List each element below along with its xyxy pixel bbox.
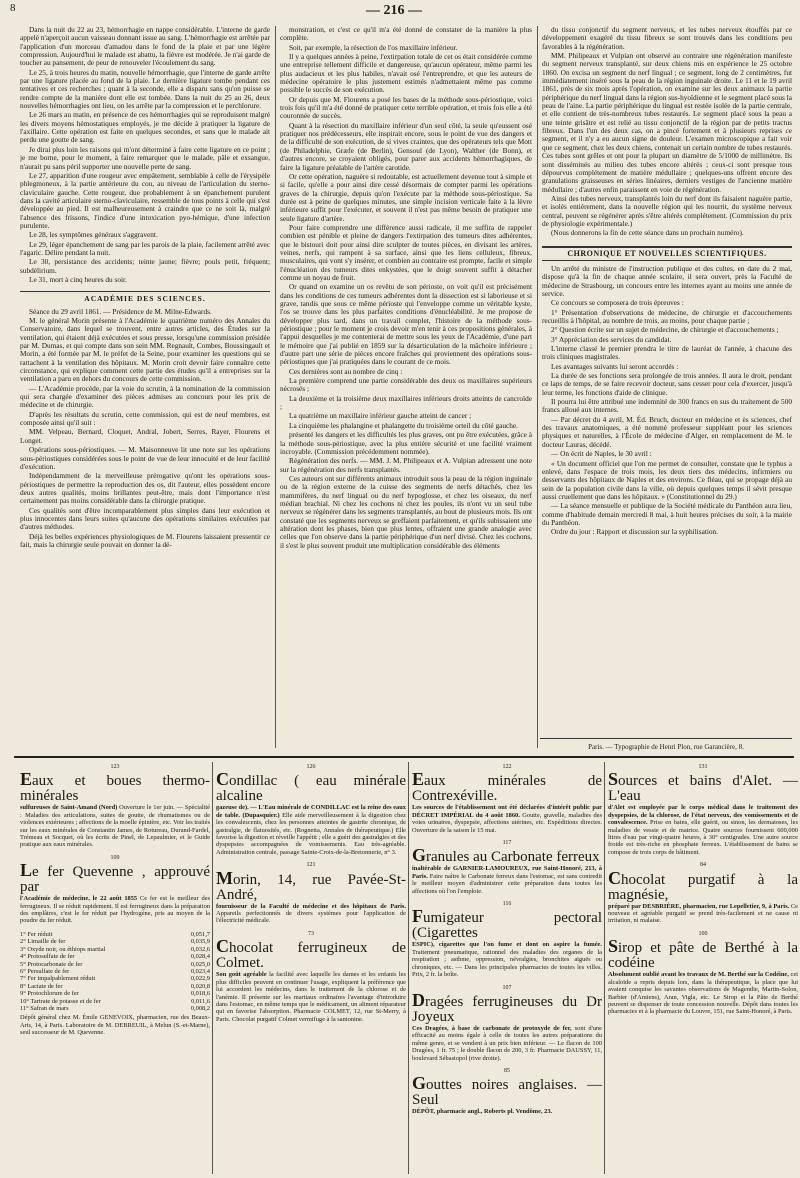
- ad-title-text: ources et bains d'Alet. — L'eau: [608, 773, 798, 805]
- advertisement: [412, 901, 602, 978]
- ad-column-4: [608, 764, 798, 1022]
- advertisement: [20, 855, 210, 925]
- advertisement: [412, 840, 602, 895]
- ad-title-text: aux minérales de Contrexéville.: [412, 773, 602, 805]
- advertisement: [20, 764, 210, 849]
- ad-number: 85: [504, 1067, 510, 1074]
- ad-initial: S: [608, 769, 619, 790]
- ad-text: Dépôt général chez M. Émile GENEVOIX, pharmacien, rue des Beaux-Arts, 14, à Paris. Laboratoire de M. DEBREUIL, à Melun (S.-et-Marne), seul successeur de M. Quevenne.: [20, 1014, 210, 1037]
- ad-title: [20, 769, 210, 805]
- table-row: [20, 931, 210, 938]
- ad-body: [608, 804, 798, 856]
- ad-title: [216, 769, 406, 805]
- paragraph: Indépendamment de la merveilleuse prérogative qu'ont les opérations sous-périostiques de permettre la reproduction des os, dit l'auteur, elles possèdent encore deux autres qualités, moins brillantes peut-être, mais dont l'importance n'est certainement pas moins considérable dans la chirurgie pratique.: [20, 471, 270, 506]
- table-row: [20, 938, 210, 945]
- ad-initial: F: [412, 906, 423, 927]
- ad-initial: G: [412, 845, 427, 866]
- ad-title: [216, 936, 406, 972]
- ad-title-text: orin, 14, rue Pavée-St-André,: [216, 871, 406, 903]
- ad-number: 107: [502, 984, 512, 991]
- printer-footer: Paris. — Typographie de Henri Plon, rue Garancière, 8.: [540, 738, 792, 751]
- advertisement: [216, 862, 406, 925]
- paragraph: Le 25, à trois heures du matin, nouvelle hémorrhagie, que l'interne de garde arrête par une ligature placée au fond de la plaie. Le dernière ligature tombe pendant ces tentatives et ces recherches ; quant à la seconde, elle a disparu sans qu'on puisse se rendre compte de la manière dont elle est tombée. Dans la nuit du 25 au 26, deux nouvelles hémorrhagies ont lieu, on les arrête par la compression et le perchlorure.: [20, 67, 270, 111]
- paragraph: — On écrit de Naples, le 30 avril :: [551, 449, 652, 459]
- ad-subtitle: fournisseur de la Faculté de médecine et des hôpitaux de Paris.: [216, 902, 406, 910]
- paragraph: Le 31, mort à cinq heures du soir.: [29, 274, 127, 284]
- ad-title-text: hocolat ferrugineux de Colmet.: [216, 940, 406, 972]
- ad-subtitle: Absolument oublié avant les travaux de M. Berthé sur la Codéine,: [608, 971, 791, 979]
- ad-number: 84: [700, 862, 706, 869]
- table-row: [20, 1005, 210, 1012]
- table-cell: 0,051,7: [190, 930, 210, 938]
- paragraph: La quatrième un maxillaire inférieur gauche atteint de cancer ;: [289, 411, 472, 421]
- table-row: [20, 953, 210, 960]
- paragraph: 1° Présentation d'observations de médecine, de chirurgie et d'accouchements recueillis à l'hôpital, au nombre de trois, au moins, pour chaque partie ;: [542, 307, 792, 325]
- ad-text: Ce nouveau et agréable purgatif se prend très-facilement et ne cause ni irritation, ni malaise.: [608, 902, 798, 925]
- paragraph: MM. Velpeau, Bernard, Cloquet, Andral, Jobert, Serres, Rayer, Flourens et Longet.: [20, 427, 270, 445]
- paragraph: Or depuis que M. Flourens a posé les bases de la méthode sous-périostique, voici trois fois qu'il m'a été donné de pratiquer cette terrible opération, et trois fois elle a été couronnée de succès.: [280, 94, 532, 121]
- paragraph: Déjà les belles expériences physiologiques de M. Flourens laissaient pressentir ce fait, mais la chirurgie seule pouvait en donner la dé-: [20, 531, 270, 549]
- paragraph: Séance du 29 avril 1861. — Présidence de M. Milne-Edwards.: [29, 306, 212, 316]
- advertisement: [608, 862, 798, 925]
- ad-title-text: aux et boues thermo-minérales: [20, 773, 210, 805]
- ad-text: Ouverture le 1er juin. — Spécialité : Maladies des articulations, suites de goutte, de rhumatismes ou de violences extérieures ; affections de la moelle épinière, etc. Voir les traités sur les eaux minérales de Constantin James, de Rotureau, Durand-Fardel, Trémeau et Socquet, où les écrits de Pinel, de Lepaulmier, et le Guide pratique aux eaux minérales.: [20, 804, 210, 849]
- ad-title-text: outtes noires anglaises. — Seul: [412, 1077, 602, 1109]
- paragraph: — Par décret du 4 avril, M. Éd. Bruch, docteur en médecine et ès sciences, chef des travaux anatomiques, a été nommé professeur suppléant pour les sciences physiques et naturelles, à l'École de médecine d'Alger, en remplacement de M. le docteur Lauras, décédé.: [542, 414, 792, 449]
- table-cell: 4° Protosulfate de fer: [20, 953, 75, 961]
- ad-title: [608, 936, 798, 972]
- advertisement: [216, 764, 406, 856]
- ad-subtitle: sulfureuses de Saint-Amand (Nord): [20, 804, 120, 812]
- ad-text: Faire naître le Carbonate ferreux dans l'estomac, est sans contredit le meilleur moyen d'administrer cette préparation dans toutes les affections où l'on l'emploie.: [412, 872, 602, 895]
- paragraph: Le 28, les symptômes généraux s'aggravent.: [29, 230, 158, 240]
- ad-body: [20, 895, 210, 925]
- ad-title-text: umigateur pectoral (Cigarettes: [412, 910, 602, 942]
- ad-initial: E: [20, 769, 33, 790]
- ad-initial: E: [412, 769, 425, 790]
- advertisement: [216, 931, 406, 1023]
- ad-title: [412, 906, 602, 942]
- ad-column-1: [20, 764, 210, 1037]
- table-cell: 2° Limaille de fer: [20, 938, 66, 946]
- article-column-3: [542, 26, 792, 756]
- ad-title-text: ranules au Carbonate ferreux: [426, 849, 600, 866]
- ad-title: [412, 845, 602, 866]
- paragraph: Ces dernières sont au nombre de cinq :: [289, 366, 403, 376]
- table-row: [20, 990, 210, 997]
- paragraph: Dans la nuit du 22 au 23, hémorrhagie en nappe considérable. L'interne de garde appelé n'aperçoit aucun vaisseau donnant issue au sang. L'hémorrhagie est arrêtée par l'application d'un morceau d'amadou dans le fond de la plaie et par une légère compression. Aujourd'hui le malade est abattu, la fièvre est modérée. Je n'ai garde de toucher au pansement, de peur de renouveler l'écoulement du sang.: [20, 26, 270, 68]
- paragraph: MM. Philipeaux et Vulpian ont observé au contraire une régénération manifeste du segment nerveux transplanté, sur deux chiens mis en expérience le 25 octobre 1860. On excisa un segment du nerf lingual ; ce segment, long de 2 centimètres, fut immédiatement inséré sous la peau de la région inguinale droite. Le 11 et le 19 avril 1861, près de six mois après l'opération, on examine sur les deux animaux la partie périphérique du nerf lingual dans la région sus-hyoïdienne et le segment placé sous la peau de l'aine. La partie périphérique du lingual est restée isolée de la partie centrale, et elle contient de très-nombreux tubes restaurés. Le segment placé sous la peau a une teinte grisâtre et est relié au tissu conjonctif de la région par de petits tractus fibreux. Dans l'un des deux cas, on a pincé fortement et à plusieurs reprises ce segment, et il n'y a eu aucun signe de douleur. L'examen microscopique a fait voir que ce segment, chez les deux chiens, contenait un certain nombre de tubes restaurés. Ces tubes sont grêles et ont pour la plupart un diamètre de 5/1000 de millimètre. Ils sont disséminés au milieu des tubes encore altérés ; ceux-ci sont presque tous dépourvus complétement de matière médullaire ; quelques-uns offrent encore des granulations graisseuses en séries linéaires, derniers vestiges de l'ancienne matière médullaire ; d'autres enfin paraissent en voie de régénération.: [542, 51, 792, 194]
- ad-text: Elle aide merveilleusement à la digestion chez les convalescents, chez les personnes atteintes de gastrite chronique, de gastralgie, de flatuosités, etc. (Rognetta, Annales de thérapeutique.) Elle favorise la digestion et réveille l'appétit ; elle a guéri des gastralgies et des dyspepsies accompagnées de vomissements. Eau très-agréable. Administration centrale, passage Sainte-Croix-de-la-Bretonnerie, n° 3.: [216, 811, 406, 856]
- ad-number: 126: [306, 764, 316, 770]
- ad-body: [412, 804, 602, 834]
- section-heading-academie: ACADÉMIE DES SCIENCES.: [20, 291, 270, 303]
- paragraph: « Un document officiel que l'on me permet de consulter, constate que le typhus a enlevé, dans l'espace de trois mois, les deux tiers des médecins, infirmiers ou desservants des hôpitaux de Naples et des environs. Ce fléau, qui se propage déjà au sein de la population civile dans la ville, où depuis quelques temps il sévit presque aussi cruellement que dans les hôpitaux. » (Constitutionnel du 29.): [542, 458, 792, 501]
- paragraph: — L'Académie procède, par la voie du scrutin, à la nomination de la commission qui sera chargée d'examiner des pièces admises au concours pour les prix de médecine et de chirurgie.: [20, 383, 270, 410]
- paragraph: La première comprend une partie considérable des deux os maxillaires supérieurs nécrosés ;: [280, 376, 532, 394]
- paragraph: Or quand on examine un os revêtu de son périoste, on voit qu'il est précisément dans les conditions de ces tumeurs adhérentes dont la dissection est si laborieuse et si grave, tandis que sous ce même périoste qui l'enveloppe comme un véritable kyste, l'os se trouve dans les plus parfaites conditions d'énucléabilité. Je me propose de développer plus tard, dans un travail complet, l'histoire de la méthode sous-périostique ; pour le moment je crois devoir m'en tenir à ces propositions générales, à l'appui desquelles je me contenterai de mettre sous les yeux de l'Académie, d'une part le mémoire que j'ai publié en 1859 sur la désarticulation de la mâchoire inférieure ; d'autre part une série de pièces encore fraîches qui proviennent des opérations sous-périostiques que j'ai pratiquées dans le courant de ce mois.: [280, 282, 532, 367]
- table-cell: 9° Protochlorure de fer: [20, 990, 79, 998]
- paragraph: Opérations sous-périostiques. — M. Maisonneuve lit une note sur les opérations sous-périostiques considérées sous le point de vue de leur innocuité et de leur facilité d'exécution.: [20, 445, 270, 471]
- ad-title-text: e fer Quevenne , approuvé par: [20, 864, 210, 896]
- ad-number: 100: [698, 930, 708, 937]
- ad-initial: C: [216, 936, 229, 957]
- table-cell: 0,018,6: [190, 990, 210, 998]
- ad-body: [216, 804, 406, 856]
- page-mark: 8: [10, 2, 16, 14]
- ad-text: Goutte, gravelle, maladies des voies urinaires, dyspepsie, affections utérines, etc. Expéditions directes. Ouverture de la saison le 15 mai.: [412, 811, 603, 834]
- ad-subtitle: l'Académie de médecine, le 22 août 1855: [20, 895, 140, 903]
- paragraph: 2° Question écrite sur un sujet de médecine, de chirurgie et d'accouchements ;: [551, 325, 779, 335]
- article-column-1: [20, 26, 270, 748]
- ad-title: [412, 769, 602, 805]
- advertisements: [14, 756, 798, 1176]
- ad-text: Appareils perfectionnés de divers systèmes pour l'application de l'électricité médicale.: [216, 910, 406, 925]
- ad-title-text: irop et pâte de Berthé à la codéine: [608, 940, 798, 972]
- ad-initial: M: [216, 867, 233, 888]
- ad-body: [412, 941, 602, 978]
- ad-number: 131: [698, 764, 708, 770]
- ad-body: [412, 1108, 602, 1115]
- ad-text: cet alcaloïde a repris depuis lors, dans la thérapeutique, la place que lui avaient conquise les savantes observations de Magendie, Martin-Solon, Barbier (d'Amiens), Aran, Vigla, etc. Le Sirop et la Pâte de Berthé peuvent se dispenser de toute concession nouvelle. Dépôt dans toutes les pharmacies et à la pharmacie du Louvre, 151, rue Saint-Honoré, à Paris.: [608, 971, 798, 1016]
- paragraph: La deuxième et la troisième deux maxillaires inférieurs droits atteints de cancroïde ;: [280, 393, 532, 412]
- table-cell: 0,020,8: [190, 982, 210, 990]
- paragraph: du tissu conjonctif du segment nerveux, et les tubes nerveux étouffés par ce développement exagéré du tissu fibreux se sont trouvés dans les conditions peu favorables à la régénération.: [542, 26, 792, 51]
- page-header: [6, 0, 796, 20]
- paragraph: (Nous donnerons la fin de cette séance dans un prochain numéro).: [551, 228, 744, 238]
- paragraph: — La séance mensuelle et publique de la Société médicale du Panthéon aura lieu, comme d'habitude demain mercredi 8 mai, à huit heures précises du soir, à la mairie du Panthéon.: [542, 501, 792, 527]
- ad-title: [608, 867, 798, 903]
- column-rule: [537, 26, 538, 748]
- ad-rule: [604, 762, 605, 1174]
- ad-body: [412, 1025, 602, 1062]
- paragraph: Soit, par exemple, la résection de l'os maxillaire inférieur.: [289, 42, 458, 52]
- ad-number: 116: [502, 901, 512, 908]
- ad-rule: [408, 762, 409, 1174]
- paragraph: Ainsi des tubes nerveux, transplantés loin du nerf dont ils faisaient naguère partie, et isolés entièrement, dans la nouvelle région qui les nourrit, du système nerveux central, peuvent se régénérer après s'être altérés complétement. (Commission du prix de physiologie expérimentale.): [542, 193, 792, 228]
- ad-text: Prise en bains, elle guérit, ou sinon, les dermatoses, les maladies de vessie et de matrice. Quatre sources fournissent 600,000 litres d'eau par vingt-quatre heures, à 30° centigrades. Une autre source froide est très-riche en phosphate ferreux. L'établissement de bains se compose de trois corps de bâtiment.: [608, 819, 798, 856]
- table-cell: 5° Protocarbonate de fer: [20, 960, 83, 968]
- table-cell: 0,008,2: [190, 1004, 210, 1012]
- paragraph: L'interne classé le premier prendra le titre de lauréat de l'année, à chacune des trois cliniques magistrales.: [542, 344, 792, 362]
- ad-initial: L: [20, 860, 33, 881]
- ad-initial: G: [412, 1073, 427, 1094]
- ad-column-2: [216, 764, 406, 1029]
- table-cell: 3° Oxyde noir, ou éthiops martial: [20, 945, 106, 953]
- ad-body: [412, 865, 602, 895]
- ad-initial: D: [412, 989, 425, 1010]
- ad-subtitle: préparé par DESBRIÈRE, pharmacien, rue Lepelletier, 9, à Paris.: [608, 902, 791, 910]
- table-row: [20, 983, 210, 990]
- advertisement: [412, 764, 602, 834]
- ad-subtitle: d'Alet est employée par le corps médical dans le traitement des dyspepsies, de la chlorose, de l'état nerveux, des vomissements et de convalescence.: [608, 804, 798, 827]
- table-cell: 0,011,6: [191, 997, 210, 1005]
- ad-number: 73: [308, 930, 314, 937]
- paragraph: Ordre du jour : Rapport et discussion sur la syphilisation.: [551, 527, 718, 537]
- paragraph: Le 29, léger épanchement de sang par les parois de la plaie, facilement arrêté avec l'agaric. Délire pendant la nuit.: [20, 239, 270, 257]
- table-cell: 6° Persulfate de fer: [20, 967, 70, 975]
- paragraph: Ces auteurs ont sur différents animaux introduit sous la peau de la région inguinale ou de la région externe de la cuisse des segments de nerfs détachés, chez les mammifères, du nerf lingual ou du nerf hypoglosse, et chez les oiseaux, du nerf médian brachial. Ni chez les cochons ni chez les poules, ils n'ont vu un seul tube nerveux se régénérer dans les segments transplantés, au bout de plusieurs mois. Ils ont constaté que les segments nerveux se greffaient parfaitement, et qu'ils subissaient une altération dont les phases, bien que plus lentes, offraient une grande analogie avec celles que l'on observe dans la partie périphérique d'un nerf divisé. Chez les cochons, il s'est le plus souvent produit une multiplication considérable des éléments: [280, 473, 532, 550]
- paragraph: Quant à la résection du maxillaire inférieur d'un seul côté, la seule qu'eussent osé pratiquer nos prédécesseurs, elle inspirait encore, sous le point de vue des dangers et de la difficulté de son exécution, de si vives craintes, que des opérateurs tels que Mott (de Philadelphie, Græfe (de Berlin), Gensoul (de Lyon), Walther (de Bonn), et d'autres encore, se croyaient obligés, pour parer aux accidents hémorrhagiques, de faire la ligature préalable de l'artère carotide.: [280, 120, 532, 172]
- ad-subtitle: Ces Dragées, à base de carbonate de protoxyde de fer,: [412, 1024, 575, 1032]
- article-column-2: [280, 26, 532, 748]
- section-heading-chronique: CHRONIQUE ET NOUVELLES SCIENTIFIQUES.: [542, 246, 792, 261]
- iron-table: [20, 931, 210, 1012]
- page-number: — 216 —: [366, 3, 422, 18]
- paragraph: Or cette opération, naguère si redoutable, est actuellement devenue tout à simple et si facile, qu'elle a pour ainsi dire cessé désormais de compter parmi les opérations graves de la chirurgie, depuis qu'on l'exécute par la méthode sous-périostique. Sa durée est à peine de quelques minutes, une simple incision verticale faite à la lèvre inférieure suffit pour l'exécuter, et souvent il n'est pas même besoin de pratiquer une seule ligature d'artère.: [280, 171, 532, 223]
- paragraph: Ce concours se composera de trois épreuves :: [551, 298, 684, 308]
- paragraph: Les avantages suivants lui seront accordés :: [551, 361, 679, 371]
- ad-number: 117: [502, 840, 512, 847]
- ad-body: [216, 971, 406, 1023]
- paragraph: Je dirai plus loin les raisons qui m'ont déterminé à faire cette ligature en ce point ; je me borne, pour le moment, à faire remarquer que le malade, pâle et exsangue, n'aurait pu sans péril supporter une nouvelle perte de sang.: [20, 144, 270, 171]
- advertisement: [608, 764, 798, 856]
- paragraph: La durée de ses fonctions sera prolongée de trois années. Il aura le droit, pendant ce laps de temps, de se faire recevoir docteur, sans cesser pour cela d'exercer, jusqu'à leur terme, les fonctions d'aide de clinique.: [542, 371, 792, 397]
- ad-body: [20, 804, 210, 848]
- paragraph: Le 26 mars au matin, en présence de ces hémorrhagies qui se reproduisent malgré les divers moyens hémostatiques employés, je me décide à pratiquer la ligature de l'axillaire. Cette opération est faite en quelques secondes, et sans que le malade ait perdu une goutte de sang.: [20, 110, 270, 145]
- ad-number: 109: [110, 854, 120, 861]
- ad-number: 123: [110, 764, 120, 770]
- ad-title: [412, 1073, 602, 1109]
- ad-title-text: ondillac ( eau minérale alcaline: [216, 773, 406, 805]
- table-cell: 1° Fer réduit: [20, 930, 53, 938]
- table-row: [20, 946, 210, 953]
- ad-text: sont d'une efficacité au moins égale à celle de toutes les autres préparations du même genre, et se vendent à un prix bien inférieur. — Le flacon de 100 Dragées, 1 fr. 75 ; le double flacon de 200, 3 fr. Pharmacie DAUSSY, 11, boulevard Sébastopol (rive droite).: [412, 1024, 602, 1062]
- column-rule: [275, 26, 276, 748]
- paragraph: présenté les dangers et les difficultés les plus graves, ont pu être exécutées, grâce à la méthode sous-périostique, avec la plus entière sécurité et une facilité vraiment incroyable. (Commission précédemment nommée).: [280, 430, 532, 456]
- ad-body: [216, 903, 406, 925]
- ad-title: [20, 860, 210, 896]
- paragraph: Régénération des nerfs. — MM. J. M. Philipeaux et A. Vulpian adressent une note sur la régénération des nerfs transplantés.: [280, 456, 532, 474]
- ad-subtitle: Son goût agréable: [216, 971, 270, 979]
- ad-title-text: hocolat purgatif à la magnésie,: [608, 871, 798, 903]
- ad-text: la facilité avec laquelle les dames et les enfants les plus difficiles peuvent en continuer l'usage, expliquent la préférence que lui accordent les médecins, dans le traitement de la chlorose et de l'anémie. Il présente sur les martiaux ordinaires l'avantage d'introduire dans l'estomac, en même temps que le médicament, un aliment réparateur qui en favorise l'absorption. Pharmacie COLMET, 12, rue St-Merry, à Paris. Chocolat purgatif Colmet vermifuge à la santonine.: [216, 971, 406, 1023]
- ad-body: [608, 971, 798, 1015]
- ad-subtitle: DÉPÔT, pharmacie angl., Roberts pl. Vendôme, 23.: [412, 1108, 553, 1116]
- table-cell: 8° Lactate de fer: [20, 982, 63, 990]
- paragraph: 3° Appréciation des services du candidat.: [551, 334, 672, 344]
- ad-number: 121: [306, 862, 316, 869]
- table-cell: 0,028,4: [190, 953, 210, 961]
- table-cell: 11° Safran de mars: [20, 1004, 69, 1012]
- table-cell: 7° Fer impalpablement réduit: [20, 975, 96, 983]
- table-cell: 0,023,4: [190, 967, 210, 975]
- ad-rule: [212, 762, 213, 1174]
- advertisement: [412, 1068, 602, 1116]
- ad-title: [608, 769, 798, 805]
- ad-subtitle: inaltérable de GARNIER-LAMOUREUX, rue Saint-Honoré, 213, à Paris.: [412, 865, 602, 880]
- paragraph: Le 27, apparition d'une rougeur avec empâtement, semblable à celle de l'érysipèle phlegmoneux, à la partie antérieure du cou, au niveau de l'articulation du sterno-claviculaire gauche. Cette rougeur, due probablement à un épanchement purulent dans la cavité articulaire sterno-claviculaire, ressemble de tous points à celle qui s'est développée au pied. Il est malheureusement à craindre que ce ne soit là, malgré l'absence des frissons, l'indice d'une intoxication pyo-hémique, d'une infection purulente.: [20, 170, 270, 230]
- paragraph: Un arrêté du ministre de l'instruction publique et des cultes, en date du 2 mai, dispose qu'à la fin de chaque année scolaire, il sera ouvert, près la Faculté de médecine de Strasbourg, un concours entre les internes ayant au moins une année de service.: [542, 263, 792, 298]
- paragraph: La cinquième les phalangine et phalangette du troisième orteil du côté gauche.: [289, 420, 518, 430]
- ad-subtitle: ESPIC), cigarettes que l'on fume et dont on aspire la fumée.: [412, 941, 602, 949]
- paragraph: Il pourra lui être attribué une indemnité de 300 francs en sus du traitement de 500 francs alloué aux internes.: [542, 397, 792, 415]
- table-row: [20, 961, 210, 968]
- table-row: [20, 998, 210, 1005]
- table-row: [20, 975, 210, 982]
- paragraph: D'après les résultats du scrutin, cette commission, qui est de neuf membres, est composée ainsi qu'il suit :: [20, 409, 270, 428]
- advertisement: [608, 931, 798, 1016]
- ad-initial: S: [608, 936, 619, 957]
- table-row: [20, 968, 210, 975]
- ad-title-text: ragées ferrugineuses du Dr Joyeux: [412, 993, 602, 1025]
- ad-text: Ce fer est le meilleur des ferrugineux. Il se réduit rapidement. Il est ferrugineux dans la préparation des emplâtres, c'est le fer réduit par l'hydrogène, pris au moyen de la poudre du fer réduit.: [20, 895, 210, 925]
- paragraph: Pour faire comprendre une différence aussi radicale, il me suffira de rappeler combien est pénible et pleine de dangers l'extirpation des tumeurs dites adhérentes, que le bistouri doit pour ainsi dire sculpter de toutes pièces, en divisant les artères, veines, nerfs, qui rampent à sa surface, ainsi que les liens celluleux, fibreux, musculaires, qui vont s'y insérer, et combien au contraire est prompte, facile et simple l'énucléation des tumeurs dites enkystées, que le doigt souvent suffit à détacher comme un noyau de fruit.: [280, 222, 532, 282]
- ad-title: [216, 867, 406, 903]
- paragraph: Il y a quelques années à peine, l'extirpation totale de cet os était considérée comme une entreprise tellement difficile et dangereuse, qu'aucun opérateur, même parmi les plus audacieux et les plus habiles, n'avait osé l'entreprendre, et que les auteurs de médecine opératoire le plus justement estimés n'admettaient même pas comme possible le succès de son exécution.: [280, 52, 532, 95]
- ad-body: [608, 903, 798, 925]
- paragraph: Le 30, persistance des accidents; teinte jaune; fièvre; pouls petit, fréquent; subdélirium.: [20, 257, 270, 275]
- ad-title: [412, 989, 602, 1025]
- ad-column-3: [412, 764, 602, 1122]
- ad-number: 122: [502, 764, 512, 770]
- ad-text: Traitement pneumatique, rationnel des maladies des organes de la respiration ; asthme, oppression, névralgies, bronchites aiguës ou chroniques, etc. — Dans les principales pharmacies de toutes les villes. Prix, 2 fr. la boîte.: [412, 948, 602, 979]
- table-cell: 0,025,0: [190, 960, 210, 968]
- advertisement: [412, 985, 602, 1062]
- table-cell: 10° Tartrate de potasse et de fer: [20, 997, 101, 1005]
- paragraph: monstration, et c'est ce qu'il m'a été donné de constater de la manière la plus complète.: [280, 26, 532, 43]
- ad-subtitle: gazeuse de). — L'Eau minérale de CONDILLAC est la reine des eaux de table. (Dupasquier.): [216, 804, 406, 819]
- ad-initial: C: [216, 769, 229, 790]
- table-cell: 0,032,6: [190, 945, 210, 953]
- table-cell: 0,035,9: [190, 938, 210, 946]
- table-cell: 0,022,9: [190, 975, 210, 983]
- ad-initial: C: [608, 867, 621, 888]
- ad-subtitle: Les sources de l'établissement ont été déclarées d'intérêt public par DÉCRET IMPÉRIAL du 4 août 1860.: [412, 804, 602, 819]
- paragraph: Ces qualités sont d'être incomparablement plus simples dans leur exécution et plus innocentes dans leurs suites qu'aucune des opérations similaires exécutées par d'autres méthodes.: [20, 505, 270, 532]
- paragraph: M. le général Morin présente à l'Académie le quatrième numéro des Annales du Conservatoire, dans lequel se trouvent, entre autres articles, des Études sur la ventilation, qui étaient déjà exécutées et sous presse, lorsqu'une commission présidée par M. Dumas, et qui compte dans son sein MM. Regnault, Combes, Boussingault et Morin, a été formée par M. le préfet de la Seine, pour examiner les questions qui se rattachent à la ventilation des hôpitaux. M. Morin croit devoir faire connaître cette circonstance, qui explique comment cette partie des études qu'il a entreprises sur la ventilation a paru en dehors du concours de cette commission.: [20, 316, 270, 384]
